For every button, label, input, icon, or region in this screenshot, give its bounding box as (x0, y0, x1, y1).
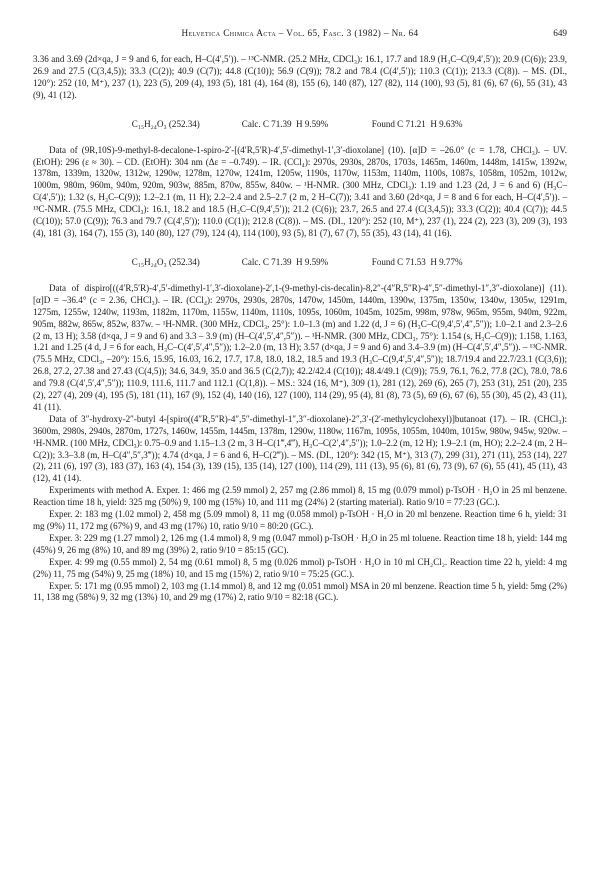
paragraph-data-11: Data of dispiro[((4′R,5′R)-4′,5′-dimethyl-1′,3′-dioxolane)-2′,1-(9-methyl-cis-decalin)-8,2″-(4″R,5″R)-4″,5″-dimethyl-1″,3″-dioxolane)] (11). [α]D = –36.4° (c = 2.36, CHCl₃). – IR. (CCl₄): 2970s, 2930s, 2870s, 1470w, 1450m, 1440m, 1390w, 1375m, 1350w, 1340w, 1305w, 1291m, 1275m, 1255w, 1240w, 1193m, 1182m, 1170m, 1155w, 1140m, 1110s, 1095s, 1060m, 1045m, 1025m, 998m, 978w, 965m, 955m, 940m, 922m, 905m, 882w, 865w, 852w, 837w. – ¹H-NMR. (300 MHz, CDCl₃, 25°): 1.0–1.3 (m) and 1.22 (d, J = 6) (H₃C–C(9,4′,5′,4″,5″)); 1.0–2.1 and 2.3–2.6 (2 m, 13 H); 3.58 (d×qa, J = 9 and 6) and 3.3 – 3.9 (m) (H–C(4′,5′,4″,5″)). – ¹H-NMR. (300 MHz, CDCl₃, 75°): 1.154 (s, H₃C–C(9)); 1.158, 1.163, 1.21 and 1.25 (4 d, J = 6 for each, H₃C–C(4′,5′,4″,5″)); 1.2–2.0 (m, 13 H); 3.57 (d×qa, J = 9 and 6) and 3.4–3.9 (m) (H–C(4′,5′,4″,5″)). – ¹³C-NMR. (75.5 MHz, CDCl₃, –20°): 15.6, 15.95, 16.03, 16.2, 17.7, 17.8, 18.0, 18.2, 18.5 and 19.3 (H₃C–C(9,4′,5′,4″,5″)); 18.7/19.4 and 22.7/23.1 (C(3,6)); 26.8, 27.2, 27.38 and 27.43 (C(4,5)); 34.6, 34.9, 35.0 and 36.5 (C(2,7)); 42.2/42.4 (C(10)); 48.4/49.1 (C(9)); 75.9, 76.1, 76.2, 77.8 (2C), 78.0, 78.6 and 79.8 (C(4′,5′,4″,5″)); 110.9, 111.6, 111.7 and 112.1 (C(1,8)). – MS.: 324 (16, M⁺), 309 (1), 281 (12), 269 (6), 265 (7), 253 (31), 251 (20), 235 (2), 227 (4), 209 (4), 195 (5), 181 (11), 167 (9), 152 (4), 140 (16), 127 (100), 114 (29), 95 (4), 81 (8), 73 (5), 69 (6), 67 (6), 55 (30), 45 (2), 43 (11), 41 (11). (33, 282, 567, 412)
paragraph-data-17: Data of 3″-hydroxy-2″-butyl 4-[spiro((4″R,5″R)-4″,5″-dimethyl-1″,3″-dioxolane)-2″,3′-(2′-methylcyclohexyl)]butanoat (17). – IR. (CHCl₃): 3600m, 2980s, 2940s, 2870m, 1727s, 1460w, 1455m, 1445m, 1378m, 1290w, 1180w, 1167m, 1095s, 1055m, 1040m, 1015w, 980w, 945w, 920w. – ¹H-NMR. (100 MHz, CDCl₃): 0.75–0.9 and 1.15–1.3 (2 m, 3 H–C(1‴,4‴), H₃C–C(2′,4″,5″)); 1.0–2.2 (m, 12 H); 1.9–2.1 (m, HO); 2.2–2.4 (m, 2 H–C(2)); 3.3–3.8 (m, H–C(4″,5″,3‴)); 4.74 (d×qa, J = 6 and 6, H–C(2‴)). – MS. (DI., 120°): 342 (15, M⁺), 313 (7), 299 (31), 271 (11), 253 (14), 227 (2), 211 (6), 197 (3), 183 (37), 163 (4), 154 (3), 139 (15), 135 (14), 127 (100), 114 (29), 111 (13), 95 (6), 81 (6), 73 (9), 67 (6), 55 (41), 45 (11), 43 (12), 41 (14). (33, 413, 567, 484)
paragraph-exper-5: Exper. 5: 171 mg (0.95 mmol) 2, 103 mg (1.14 mmol) 8, and 12 mg (0.051 mmol) MSA in 20 ml benzene. Reaction time 5 h, yield: 5mg (2%) 11, 138 mg (58%) 9, 32 mg (13%) 10, and 29 mg (17%) 2, ratio 9/10 = 82:18 (GC.). (33, 580, 567, 603)
paragraph-exper-2: Exper. 2: 183 mg (1.02 mmol) 2, 458 mg (5.09 mmol) 8, 11 mg (0.058 mmol) p-TsOH · H₂O in 20 ml benzene. Reaction time 6 h, yield: 31 mg (9%) 11, 172 mg (67%) 9, and 43 mg (17%) 10, ratio 9/10 = 80:20 (GC.). (33, 509, 567, 531)
running-header (33, 28, 567, 42)
elemental-analysis-9 (33, 106, 567, 142)
found-values: Found C 71.53 H 9.77% (371, 256, 463, 267)
paragraph-exper-4: Exper. 4: 99 mg (0.55 mmol) 2, 54 mg (0.61 mmol) 8, 5 mg (0.026 mmol) p-TsOH · H₂O in 10 ml CH₂Cl₂. Reaction time 22 h, yield: 4 mg (2%) 11, 75 mg (54%) 9, 25 mg (18%) 10, and 15 mg (15%) 2, ratio 9/10 = 75:25 (GC.). (33, 556, 567, 579)
running-title: Helvetica Chimica Acta – Vol. 65, Fasc. 3 (1982) – Nr. 64 (181, 28, 419, 38)
paragraph-ms-data-9: 3.36 and 3.69 (2d×qa, J = 9 and 6, for each, H–C(4′,5′)). – ¹³C-NMR. (25.2 MHz, CDCl₃): 16.1, 17.7 and 18.9 (H₃C–C(9,4′,5′)); 20.9 (C(6)); 23.9, 26.9 and 27.5 (C(3,4,5)); 33.3 (C(2)); 40.9 (C(7)); 44.8 (C(10)); 56.9 (C(9)); 78.2 and 78.4 (C(4′,5′)); 110.3 (C(1)); 213.3 (C(8)). – MS. (DI., 120°): 252 (10, M⁺), 237 (1), 223 (5), 209 (4), 193 (5), 181 (4), 164 (8), 155 (6), 140 (87), 127 (82), 114 (100), 93 (5), 81 (6), 67 (6), 55 (31), 43 (9), 41 (12). (33, 54, 567, 100)
journal-page (33, 28, 567, 604)
elemental-analysis-10 (33, 244, 567, 280)
molecular-formula: C₁₅H₂₄O₃ (252.34) (131, 118, 200, 129)
calculated-values: Calc. C 71.39 H 9.59% (241, 256, 329, 267)
molecular-formula: C₁₅H₂₄O₃ (252.34) (131, 256, 200, 267)
found-values: Found C 71.21 H 9.63% (371, 118, 463, 129)
paragraph-data-10: Data of (9R,10S)-9-methyl-8-decalone-1-spiro-2′-[(4′R,5′R)-4′,5′-dimethyl-1′,3′-dioxolane] (10). [α]D = –26.0° (c = 1.78, CHCl₃). – UV. (EtOH): 296 (ε ≈ 30). – CD. (EtOH): 304 nm (Δε = –0.749). – IR. (CCl₄): 2970s, 2930s, 2870s, 1703s, 1465m, 1460m, 1448m, 1415w, 1392w, 1378m, 1339m, 1320w, 1312w, 1290w, 1278m, 1270w, 1241m, 1205w, 1190s, 1170w, 1153m, 1140m, 1100s, 1087s, 1058m, 1052m, 1012w, 1000m, 980m, 960m, 940m, 920m, 903w, 885m, 870w, 855w, 840w. – ¹H-NMR. (300 MHz, CDCl₃): 1.19 and 1.23 (2d, J = 6 and 6) (H₃C–C(4′,5′)); 1.32 (s, H₃C–C(9)); 1.2–2.1 (m, 11 H); 2.2–2.4 and 2.5–2.7 (2 m, 2 H–C(7)); 3.41 and 3.60 (2d×qa, J = 8 and 6 for each, H–C(4′,5′)). – ¹³C-NMR. (75.5 MHz, CDCl₃): 16.1, 18.2 and 18.5 (H₃C–C(9,4′,5′)); 21.2 (C(6)); 23.7, 26.5 and 27.4 (C(3,4,5)); 33.3 (C(2)); 40.4 (C(7)); 44.5 (C(10)); 57.0 (C(9)); 76.3 and 79.7 (C(4′,5′)); 110.0 (C(1)); 212.8 (C(8)). – MS. (DI., 120°): 252 (10, M⁺), 237 (1), 224 (2), 223 (3), 209 (3), 193 (4), 181 (3), 164 (7), 155 (3), 140 (80), 127 (79), 124 (4), 114 (100), 93 (5), 81 (7), 67 (7), 55 (35), 43 (14), 41 (16). (33, 144, 567, 238)
paragraph-exper-1: Experiments with method A. Exper. 1: 466 mg (2.59 mmol) 2, 257 mg (2.86 mmol) 8, 15 mg (0.079 mmol) p-TsOH · H₂O in 25 ml benzene. Reaction time 18 h, yield: 325 mg (50%) 9, 100 mg (15%) 10, and 111 mg (24%) 2 (starting material). Ratio 9/10 = 77:23 (GC.). (33, 485, 567, 508)
page-number: 649 (553, 28, 567, 38)
article-body (33, 54, 567, 604)
paragraph-exper-3: Exper. 3: 229 mg (1.27 mmol) 2, 126 mg (1.4 mmol) 8, 9 mg (0.047 mmol) p-TsOH · H₂O in 25 ml toluene. Reaction time 18 h, yield: 144 mg (45%) 9, 26 mg (8%) 10, and 89 mg (39%) 2, ratio 9/10 = 85:15 (GC). (33, 532, 567, 555)
calculated-values: Calc. C 71.39 H 9.59% (241, 118, 329, 129)
